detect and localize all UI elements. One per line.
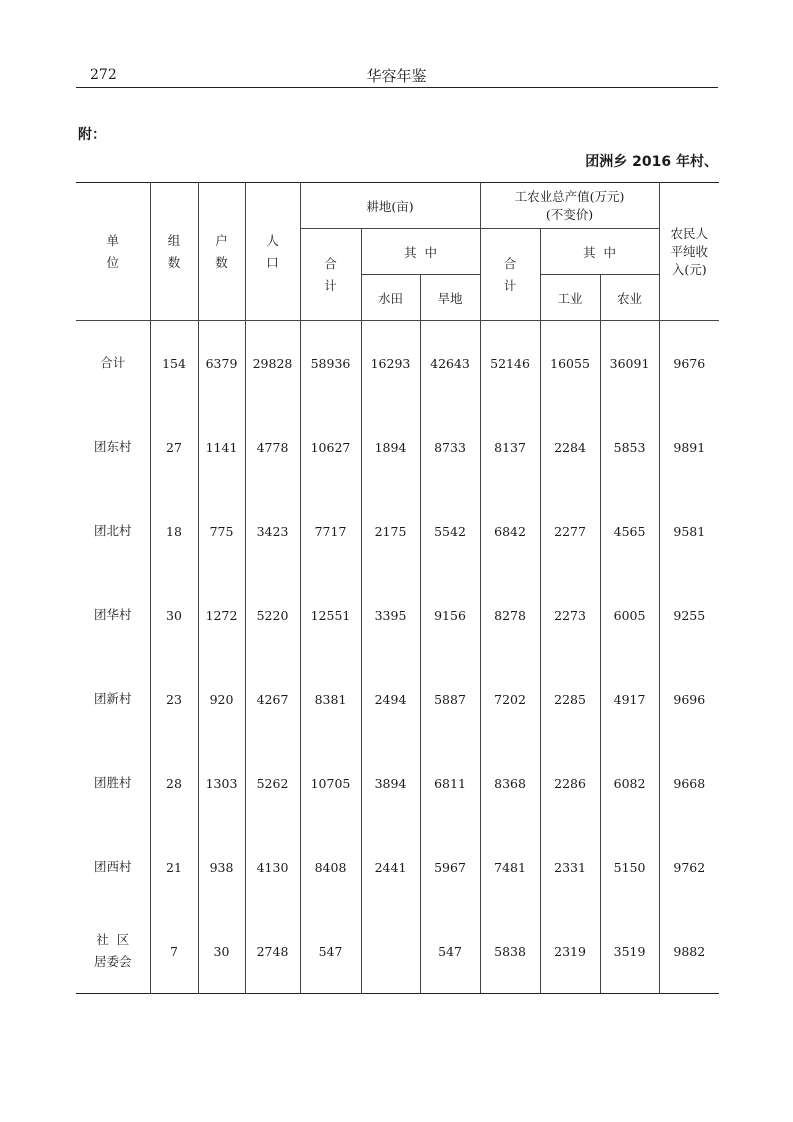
- cell-income: 9762: [659, 825, 719, 909]
- cell-output-total: 7481: [480, 825, 540, 909]
- col-header-output: [480, 183, 659, 229]
- cell-unit-line: 团东村: [93, 439, 132, 454]
- cell-households: 1303: [198, 741, 245, 825]
- cell-unit: [76, 825, 150, 909]
- col-header-farmland-total-line2: 计: [324, 277, 337, 293]
- cell-agriculture: 4917: [600, 657, 659, 741]
- col-header-farmland: 耕地(亩): [300, 183, 480, 229]
- col-header-output-total-line1: 合: [503, 255, 517, 271]
- cell-agriculture: 6005: [600, 573, 659, 657]
- cell-income: 9891: [659, 405, 719, 489]
- cell-population: 29828: [245, 321, 300, 406]
- cell-agriculture: 3519: [600, 909, 659, 994]
- cell-unit-line: 合计: [100, 355, 126, 370]
- table-row: [76, 657, 719, 741]
- cell-unit: [76, 573, 150, 657]
- cell-industry: 2277: [540, 489, 600, 573]
- cell-output-total: 8137: [480, 405, 540, 489]
- cell-groups: 23: [150, 657, 198, 741]
- cell-population: 4267: [245, 657, 300, 741]
- col-header-income-line3: 入(元): [671, 261, 707, 277]
- cell-unit-line: 团华村: [93, 607, 132, 622]
- cell-population: 2748: [245, 909, 300, 994]
- cell-households: 30: [198, 909, 245, 994]
- cell-unit-line: 社 区: [96, 932, 130, 947]
- cell-output-total: 8278: [480, 573, 540, 657]
- table-row: [76, 405, 719, 489]
- col-header-farmland-of-which: 其 中: [361, 229, 480, 275]
- cell-output-total: 5838: [480, 909, 540, 994]
- col-header-population-line2: 口: [266, 254, 279, 270]
- cell-farmland-total: 12551: [300, 573, 361, 657]
- cell-unit: [76, 405, 150, 489]
- col-header-groups-line1: 组: [167, 232, 181, 248]
- cell-income: 9581: [659, 489, 719, 573]
- col-header-industry: 工业: [540, 275, 600, 321]
- cell-households: 6379: [198, 321, 245, 406]
- col-header-output-line2: (不变价): [545, 206, 594, 222]
- col-header-income: [659, 183, 719, 321]
- cell-households: 1272: [198, 573, 245, 657]
- cell-households: 920: [198, 657, 245, 741]
- cell-agriculture: 4565: [600, 489, 659, 573]
- cell-output-total: 7202: [480, 657, 540, 741]
- col-header-dryland: 旱地: [420, 275, 480, 321]
- col-header-output-line1: 工农业总产值(万元): [514, 188, 625, 204]
- cell-farmland-total: 10705: [300, 741, 361, 825]
- cell-paddy: 16293: [361, 321, 420, 406]
- cell-population: 4130: [245, 825, 300, 909]
- cell-unit: [76, 741, 150, 825]
- col-header-population: [245, 183, 300, 321]
- cell-dryland: 547: [420, 909, 480, 994]
- cell-agriculture: 6082: [600, 741, 659, 825]
- cell-groups: 27: [150, 405, 198, 489]
- cell-population: 4778: [245, 405, 300, 489]
- col-header-income-line2: 平纯收: [670, 243, 709, 259]
- cell-paddy: 1894: [361, 405, 420, 489]
- cell-groups: 30: [150, 573, 198, 657]
- col-header-output-of-which: 其 中: [540, 229, 659, 275]
- cell-groups: 21: [150, 825, 198, 909]
- cell-dryland: 42643: [420, 321, 480, 406]
- cell-farmland-total: 547: [300, 909, 361, 994]
- col-header-unit-line1: 单: [106, 232, 119, 248]
- cell-farmland-total: 58936: [300, 321, 361, 406]
- table-title: 团洲乡 2016 年村、: [585, 154, 718, 170]
- col-header-households: [198, 183, 245, 321]
- appendix-label: 附：: [78, 127, 106, 143]
- col-header-paddy: 水田: [361, 275, 420, 321]
- cell-agriculture: 36091: [600, 321, 659, 406]
- statistics-table: [76, 182, 719, 994]
- cell-farmland-total: 10627: [300, 405, 361, 489]
- cell-dryland: 8733: [420, 405, 480, 489]
- col-header-farmland-total: [300, 229, 361, 321]
- cell-output-total: 8368: [480, 741, 540, 825]
- cell-groups: 7: [150, 909, 198, 994]
- cell-dryland: 5542: [420, 489, 480, 573]
- cell-farmland-total: 8408: [300, 825, 361, 909]
- cell-output-total: 6842: [480, 489, 540, 573]
- cell-unit: [76, 321, 150, 406]
- cell-industry: 2285: [540, 657, 600, 741]
- cell-income: 9882: [659, 909, 719, 994]
- cell-paddy: 3395: [361, 573, 420, 657]
- cell-unit-line: 团北村: [93, 523, 132, 538]
- cell-unit: [76, 909, 150, 994]
- col-header-unit-line2: 位: [106, 254, 119, 270]
- cell-households: 1141: [198, 405, 245, 489]
- cell-paddy: 2175: [361, 489, 420, 573]
- col-header-agriculture: 农业: [600, 275, 659, 321]
- cell-industry: 2319: [540, 909, 600, 994]
- cell-income: 9668: [659, 741, 719, 825]
- cell-income: 9696: [659, 657, 719, 741]
- cell-population: 5262: [245, 741, 300, 825]
- cell-population: 3423: [245, 489, 300, 573]
- cell-agriculture: 5853: [600, 405, 659, 489]
- cell-industry: 2284: [540, 405, 600, 489]
- col-header-unit: [76, 183, 150, 321]
- cell-groups: 154: [150, 321, 198, 406]
- cell-industry: 2273: [540, 573, 600, 657]
- col-header-output-total-line2: 计: [503, 277, 517, 293]
- col-header-households-line1: 户: [215, 232, 228, 248]
- running-title: 华容年鉴: [366, 67, 427, 85]
- cell-unit: [76, 657, 150, 741]
- page-number: 272: [90, 67, 117, 83]
- cell-industry: 2331: [540, 825, 600, 909]
- cell-farmland-total: 8381: [300, 657, 361, 741]
- cell-paddy: [361, 909, 420, 994]
- cell-dryland: 5967: [420, 825, 480, 909]
- cell-unit-line: 团西村: [93, 859, 132, 874]
- table-row: [76, 825, 719, 909]
- table-row: [76, 573, 719, 657]
- cell-unit-line: 团胜村: [93, 775, 132, 790]
- cell-dryland: 5887: [420, 657, 480, 741]
- cell-unit-line: 团新村: [93, 691, 132, 706]
- table-row: [76, 489, 719, 573]
- cell-households: 938: [198, 825, 245, 909]
- cell-dryland: 6811: [420, 741, 480, 825]
- cell-households: 775: [198, 489, 245, 573]
- cell-farmland-total: 7717: [300, 489, 361, 573]
- cell-groups: 28: [150, 741, 198, 825]
- cell-unit-line: 居委会: [93, 954, 132, 969]
- cell-dryland: 9156: [420, 573, 480, 657]
- header-rule: [76, 87, 718, 88]
- cell-groups: 18: [150, 489, 198, 573]
- table-row: [76, 321, 719, 406]
- table-row: [76, 741, 719, 825]
- cell-paddy: 3894: [361, 741, 420, 825]
- col-header-population-line1: 人: [266, 232, 279, 248]
- cell-industry: 16055: [540, 321, 600, 406]
- cell-unit: [76, 489, 150, 573]
- col-header-income-line1: 农民人: [670, 225, 709, 241]
- cell-paddy: 2441: [361, 825, 420, 909]
- col-header-output-total: [480, 229, 540, 321]
- cell-income: 9255: [659, 573, 719, 657]
- cell-agriculture: 5150: [600, 825, 659, 909]
- col-header-groups-line2: 数: [167, 254, 181, 270]
- col-header-farmland-total-line1: 合: [324, 255, 337, 271]
- col-header-households-line2: 数: [215, 254, 228, 270]
- cell-output-total: 52146: [480, 321, 540, 406]
- cell-population: 5220: [245, 573, 300, 657]
- col-header-groups: [150, 183, 198, 321]
- cell-income: 9676: [659, 321, 719, 406]
- table-row: [76, 909, 719, 994]
- cell-paddy: 2494: [361, 657, 420, 741]
- cell-industry: 2286: [540, 741, 600, 825]
